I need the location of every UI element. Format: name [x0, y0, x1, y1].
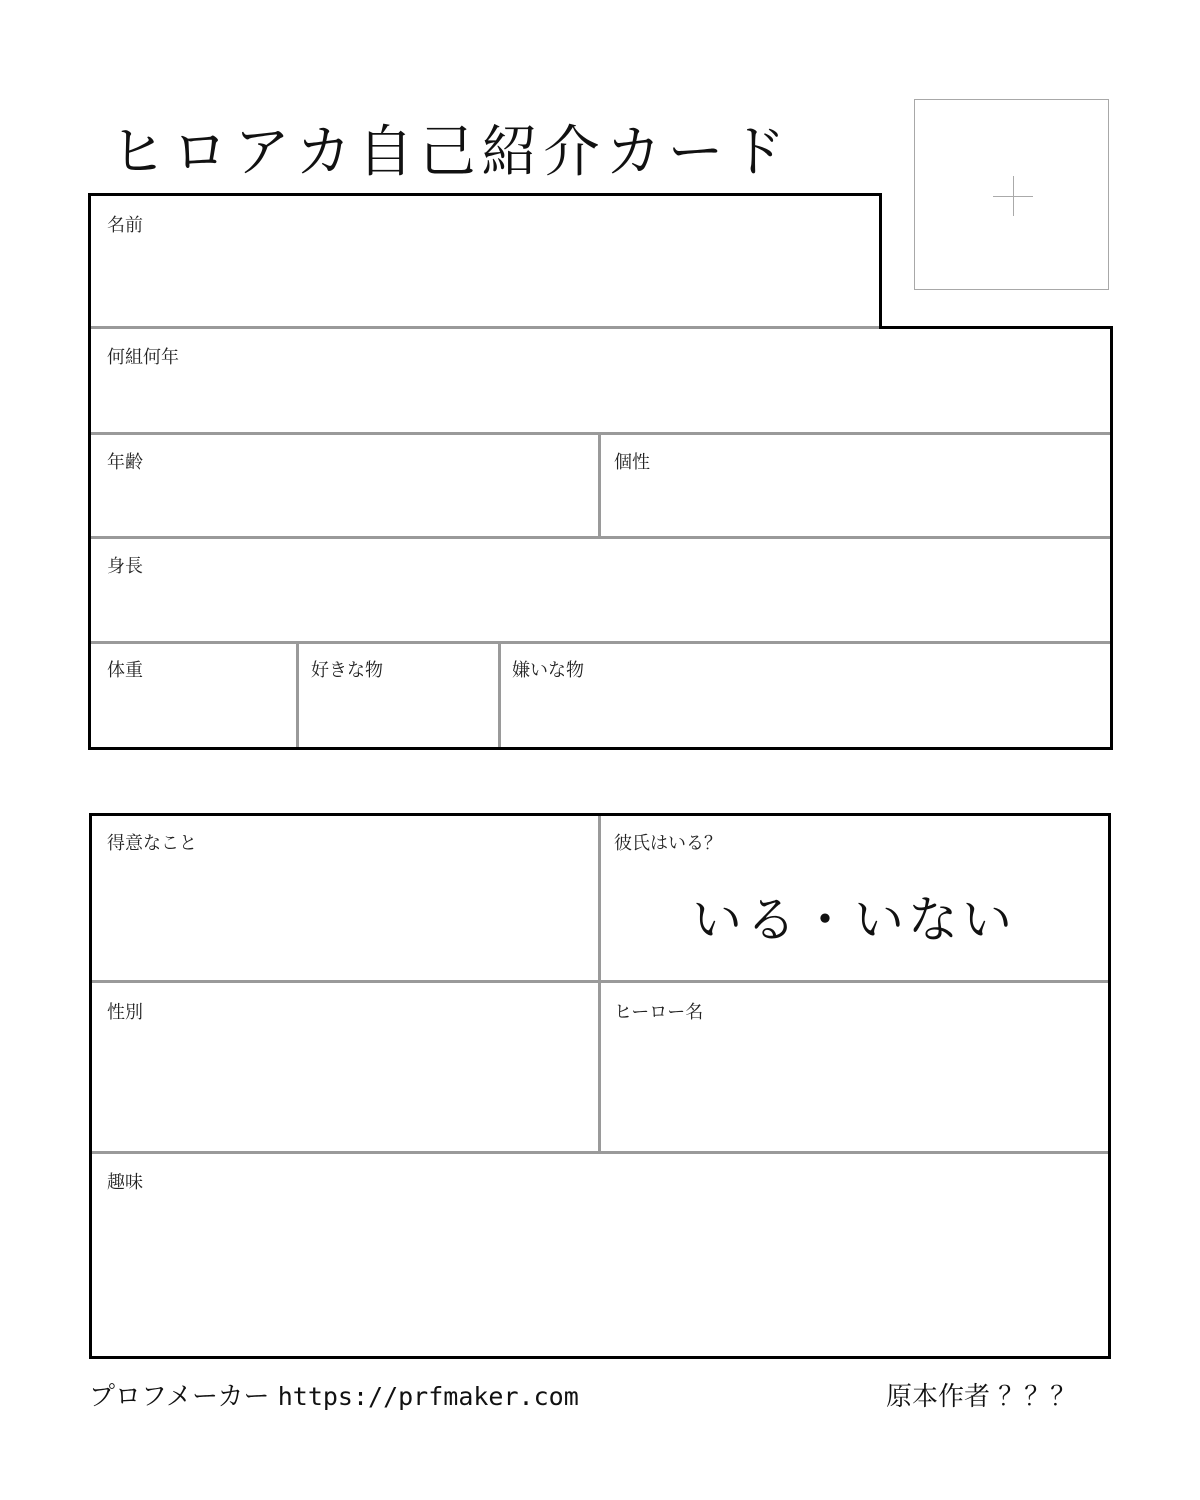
field-label-height: 身長 [107, 556, 143, 577]
border-right [1110, 326, 1113, 750]
footer-maker: プロフメーカー [89, 1382, 270, 1412]
border-step [879, 326, 1113, 329]
field-label-hero-name: ヒーロー名 [614, 1002, 704, 1023]
divider-v-age-quirk [598, 435, 601, 536]
footer-author: 原本作者 ？？？ [886, 1382, 1077, 1412]
divider2-v [598, 816, 601, 1151]
border-top [88, 193, 882, 196]
field-label-dislikes: 嫌いな物 [512, 660, 584, 681]
divider-h4 [91, 641, 1110, 644]
divider2-h2 [92, 1151, 1108, 1154]
field-label-age: 年齢 [107, 452, 143, 473]
border-bottom [88, 747, 1113, 750]
divider-v-likes-dislikes [498, 644, 501, 747]
border-name-right [879, 193, 882, 329]
plus-icon-vertical [1013, 176, 1014, 216]
field-label-hobby: 趣味 [107, 1172, 143, 1193]
border2-bottom [89, 1356, 1111, 1359]
border2-right [1108, 813, 1111, 1359]
footer-url[interactable]: https://prfmaker.com [277, 1382, 579, 1411]
field-label-name: 名前 [107, 215, 143, 236]
boyfriend-options[interactable]: いる・いない [692, 891, 1016, 949]
field-label-weight: 体重 [107, 660, 143, 681]
footer-credit [89, 1376, 579, 1413]
field-label-likes: 好きな物 [311, 660, 383, 681]
border2-left [89, 813, 92, 1359]
field-label-class-year: 何組何年 [107, 347, 179, 368]
card-title: ヒロアカ自己紹介カード [110, 120, 792, 185]
field-label-boyfriend: 彼氏はいる？ [614, 833, 722, 854]
field-label-gender: 性別 [107, 1002, 143, 1023]
field-label-quirk: 個性 [614, 452, 650, 473]
photo-placeholder[interactable] [914, 99, 1109, 290]
divider-v-weight-likes [296, 644, 299, 747]
field-label-good-at: 得意なこと [107, 833, 197, 854]
divider-h3 [91, 536, 1110, 539]
divider-h1 [91, 326, 879, 329]
border-left [88, 193, 91, 750]
